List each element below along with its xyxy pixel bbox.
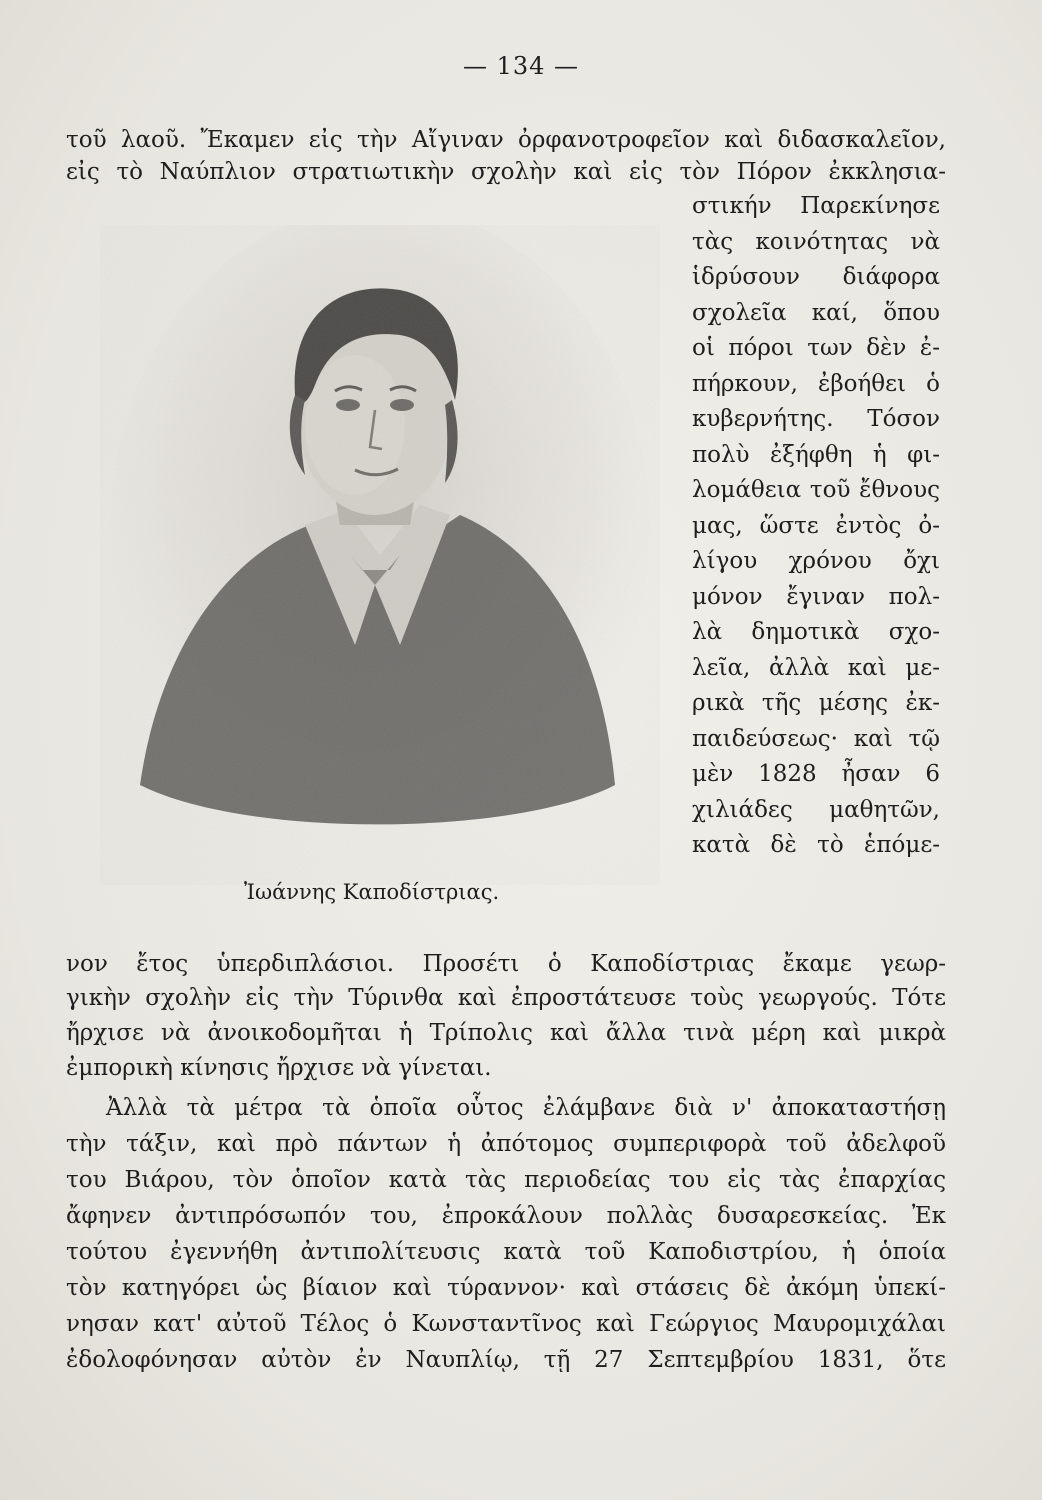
text-line-bottom-1: νον ἔτος ὑπερδιπλάσιοι. Προσέτι ὁ Καποδίστριας ἔκαμε γεωρ- <box>66 951 946 977</box>
portrait-caption: Ἰωάννης Καποδίστριας. <box>244 880 500 904</box>
text-line-bottom-3: ἤρχισε νὰ ἀνοικοδομῆται ἡ Τρίπολις καὶ ἄλλα τινὰ μέρη καὶ μικρὰ <box>66 1020 946 1046</box>
text-line-top-1: τοῦ λαοῦ. Ἔκαμεν εἰς τὴν Αἴγιναν ὀρφανοτροφεῖον καὶ διδασκαλεῖον, <box>66 127 946 153</box>
side-line-11: λίγου χρόνου ὄχι <box>692 548 940 574</box>
paragraph2-line-2: τὴν τάξιν, καὶ πρὸ πάντων ἡ ἀπότομος συμπεριφορὰ τοῦ ἀδελφοῦ <box>66 1131 946 1157</box>
side-line-5: οἱ πόροι των δὲν ἐ- <box>692 335 940 361</box>
paragraph2-line-5: τούτου ἐγεννήθη ἀντιπολίτευσις κατὰ τοῦ Καποδιστρίου, ἡ ὁποία <box>66 1239 946 1265</box>
side-line-18: χιλιάδες μαθητῶν, <box>692 797 940 823</box>
side-line-16: παιδεύσεως· καὶ τῷ <box>692 726 940 752</box>
side-line-14: λεῖα, ἀλλὰ καὶ με- <box>692 655 940 681</box>
paragraph2-line-1: Ἀλλὰ τὰ μέτρα τὰ ὁποῖα οὗτος ἐλάμβανε διὰ ν' ἀποκαταστήσῃ <box>106 1095 946 1121</box>
side-line-12: μόνον ἔγιναν πολ- <box>692 584 940 610</box>
side-line-2: τὰς κοινότητας νὰ <box>692 229 940 255</box>
text-line-bottom-2: γικὴν σχολὴν εἰς τὴν Τύρινθα καὶ ἐπροστάτευσε τοὺς γεωργούς. Τότε <box>66 985 946 1011</box>
side-line-8: πολὺ ἐξήφθη ἡ φι- <box>692 442 940 468</box>
text-line-bottom-4: ἐμπορικὴ κίνησις ἤρχισε νὰ γίνεται. <box>66 1055 492 1081</box>
side-line-10: μας, ὥστε ἐντὸς ὀ- <box>692 513 940 539</box>
paragraph2-line-3: του Βιάρου, τὸν ὁποῖον κατὰ τὰς περιοδείας του εἰς τὰς ἐπαρχίας <box>66 1167 946 1193</box>
paragraph2-line-8: ἐδολοφόνησαν αὐτὸν ἐν Ναυπλίῳ, τῇ 27 Σεπτεμβρίου 1831, ὅτε <box>66 1347 946 1373</box>
side-line-3: ἱδρύσουν διάφορα <box>692 264 940 290</box>
side-line-9: λομάθεια τοῦ ἔθνους <box>692 477 940 503</box>
side-line-13: λὰ δημοτικὰ σχο- <box>692 619 940 645</box>
side-line-19: κατὰ δὲ τὸ ἑπόμε- <box>692 832 940 858</box>
paragraph2-line-7: νησαν κατ' αὐτοῦ Τέλος ὁ Κωνσταντῖνος καὶ Γεώργιος Μαυρομιχάλαι <box>66 1311 946 1337</box>
side-line-6: πήρκουν, ἐβοήθει ὁ <box>692 371 940 397</box>
paragraph2-line-4: ἄφηνεν ἀντιπρόσωπόν του, ἐπροκάλουν πολλὰς δυσαρεσκείας. Ἐκ <box>66 1203 946 1229</box>
paragraph2-line-6: τὸν κατηγόρει ὡς βίαιον καὶ τύραννον· καὶ στάσεις δὲ ἀκόμη ὑπεκί- <box>66 1275 946 1301</box>
text-line-top-2: εἰς τὸ Ναύπλιον στρατιωτικὴν σχολὴν καὶ εἰς τὸν Πόρον ἐκκλησια- <box>66 159 946 185</box>
side-line-17: μὲν 1828 ἦσαν 6 <box>692 761 940 787</box>
portrait-illustration <box>100 225 660 885</box>
side-line-4: σχολεῖα καί, ὅπου <box>692 300 940 326</box>
side-line-15: ρικὰ τῆς μέσης ἐκ- <box>692 690 940 716</box>
side-line-1: στικήν Παρεκίνησε <box>692 193 940 219</box>
side-line-7: κυβερνήτης. Τόσον <box>692 406 940 432</box>
page-number: — 134 — <box>462 52 580 80</box>
